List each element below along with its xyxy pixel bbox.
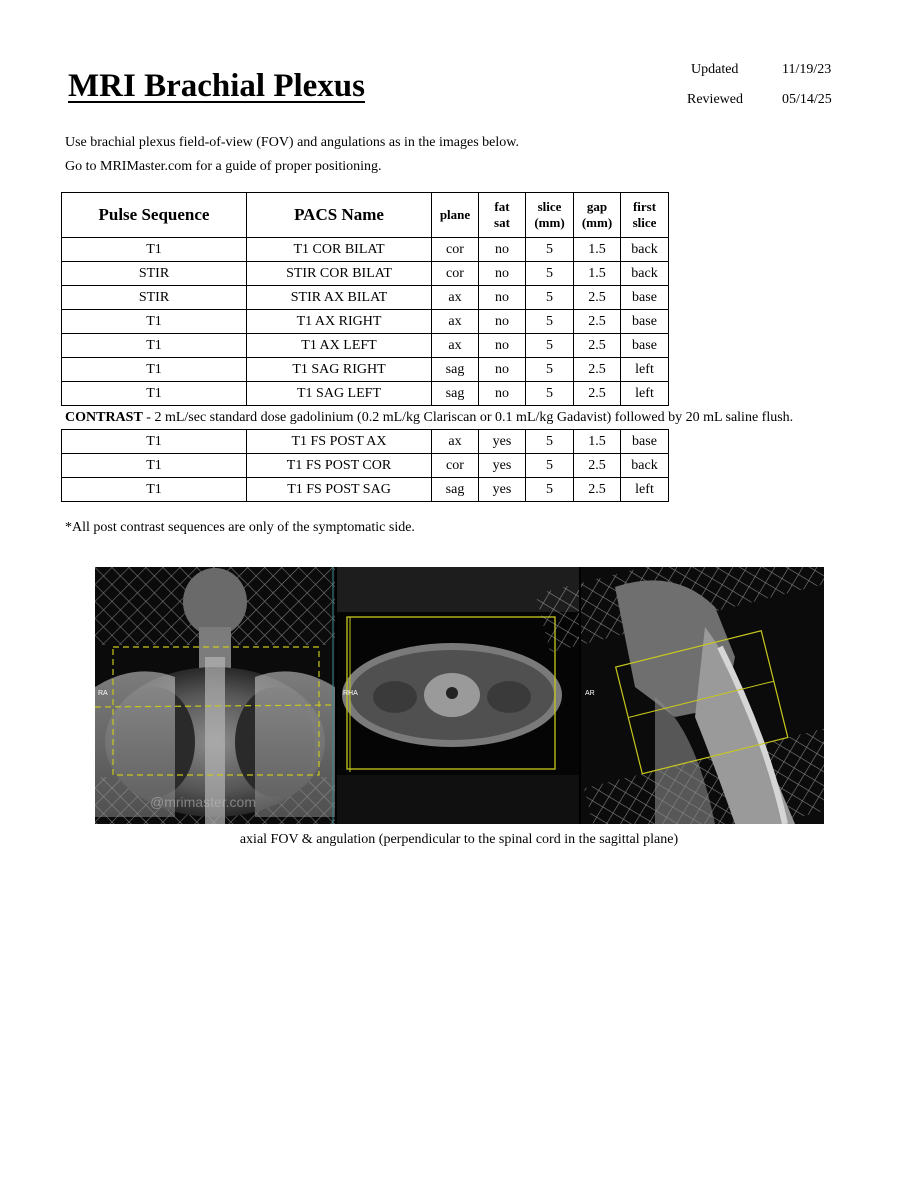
table-row <box>62 430 669 454</box>
pacs-name-cell: T1 AX RIGHT <box>247 310 432 334</box>
first-slice-cell: base <box>621 334 669 358</box>
gap-cell: 2.5 <box>574 478 621 502</box>
pacs-name-cell: T1 COR BILAT <box>247 238 432 262</box>
pulse-sequence-cell: T1 <box>62 430 247 454</box>
first-slice-cell: left <box>621 358 669 382</box>
fat-sat-cell: no <box>479 286 526 310</box>
slice-cell: 5 <box>526 262 574 286</box>
gap-cell: 2.5 <box>574 358 621 382</box>
plane-cell: ax <box>432 334 479 358</box>
pacs-name-cell: STIR AX BILAT <box>247 286 432 310</box>
header-slice <box>526 193 574 238</box>
plane-cell: ax <box>432 286 479 310</box>
fat-sat-cell: no <box>479 238 526 262</box>
table-row <box>62 358 669 382</box>
slice-cell: 5 <box>526 286 574 310</box>
fat-sat-cell: no <box>479 382 526 406</box>
plane-cell: cor <box>432 238 479 262</box>
fat-sat-cell: no <box>479 262 526 286</box>
plane-cell: ax <box>432 430 479 454</box>
pulse-sequence-cell: STIR <box>62 262 247 286</box>
fat-sat-cell: no <box>479 310 526 334</box>
first-slice-cell: base <box>621 310 669 334</box>
protocol-table <box>61 192 669 406</box>
gap-cell: 2.5 <box>574 382 621 406</box>
table-row <box>62 238 669 262</box>
table-row <box>62 334 669 358</box>
document-title: MRI Brachial Plexus <box>68 68 365 104</box>
table-row <box>62 454 669 478</box>
header-first-slice <box>621 193 669 238</box>
post-contrast-table <box>61 429 669 502</box>
gap-cell: 2.5 <box>574 334 621 358</box>
plane-cell: cor <box>432 262 479 286</box>
slice-cell: 5 <box>526 430 574 454</box>
pacs-name-cell: T1 FS POST AX <box>247 430 432 454</box>
gap-cell: 1.5 <box>574 430 621 454</box>
slice-cell: 5 <box>526 334 574 358</box>
footnote: *All post contrast sequences are only of the symptomatic side. <box>65 520 415 535</box>
contrast-note <box>65 409 793 427</box>
header-slice-line2: (mm) <box>534 215 565 230</box>
header-first-slice-line2: slice <box>632 215 657 230</box>
first-slice-cell: left <box>621 382 669 406</box>
mri-positioning-figure <box>95 567 824 824</box>
header-fat-sat-line2: sat <box>494 215 510 230</box>
plane-cell: cor <box>432 454 479 478</box>
figure-caption: axial FOV & angulation (perpendicular to the spinal cord in the sagittal plane) <box>239 832 679 847</box>
pulse-sequence-cell: T1 <box>62 310 247 334</box>
first-slice-cell: left <box>621 478 669 502</box>
slice-cell: 5 <box>526 358 574 382</box>
pacs-name-cell: T1 SAG LEFT <box>247 382 432 406</box>
reviewed-date: 05/14/25 <box>782 92 832 107</box>
slice-cell: 5 <box>526 454 574 478</box>
plane-cell: sag <box>432 478 479 502</box>
header-gap-line2: (mm) <box>581 215 613 230</box>
table-row <box>62 310 669 334</box>
header-pulse-sequence: Pulse Sequence <box>62 193 247 238</box>
gap-cell: 2.5 <box>574 310 621 334</box>
pulse-sequence-cell: T1 <box>62 238 247 262</box>
coronal-orientation-label: RA <box>98 690 108 697</box>
header-slice-line1: slice <box>537 199 562 214</box>
coronal-panel <box>95 567 335 824</box>
pulse-sequence-cell: T1 <box>62 478 247 502</box>
fat-sat-cell: no <box>479 334 526 358</box>
header-fat-sat <box>479 193 526 238</box>
gap-cell: 2.5 <box>574 454 621 478</box>
plane-cell: sag <box>432 382 479 406</box>
header-gap <box>574 193 621 238</box>
pacs-name-cell: T1 AX LEFT <box>247 334 432 358</box>
intro-line-2: Go to MRIMaster.com for a guide of proper positioning. <box>65 159 382 174</box>
pulse-sequence-cell: T1 <box>62 454 247 478</box>
reviewed-label: Reviewed <box>687 92 743 107</box>
contrast-label: CONTRAST <box>65 410 143 425</box>
pulse-sequence-cell: T1 <box>62 358 247 382</box>
pulse-sequence-cell: T1 <box>62 382 247 406</box>
post-contrast-rows <box>62 430 669 502</box>
table-row <box>62 286 669 310</box>
pulse-sequence-cell: STIR <box>62 286 247 310</box>
watermark-text: @mrimaster.com <box>150 794 256 810</box>
pacs-name-cell: T1 SAG RIGHT <box>247 358 432 382</box>
pulse-sequence-cell: T1 <box>62 334 247 358</box>
mri-images <box>95 567 824 824</box>
slice-cell: 5 <box>526 238 574 262</box>
sagittal-orientation-label: AR <box>585 690 595 697</box>
table-row <box>62 262 669 286</box>
first-slice-cell: back <box>621 238 669 262</box>
header-fat-sat-line1: fat <box>494 199 510 214</box>
slice-cell: 5 <box>526 478 574 502</box>
first-slice-cell: back <box>621 262 669 286</box>
gap-cell: 1.5 <box>574 262 621 286</box>
updated-label: Updated <box>691 62 739 77</box>
fat-sat-cell: yes <box>479 478 526 502</box>
table-row <box>62 382 669 406</box>
fat-sat-cell: yes <box>479 454 526 478</box>
gap-cell: 1.5 <box>574 238 621 262</box>
pacs-name-cell: T1 FS POST COR <box>247 454 432 478</box>
gap-cell: 2.5 <box>574 286 621 310</box>
contrast-text: - 2 mL/sec standard dose gadolinium (0.2 mL/kg Clariscan or 0.1 mL/kg Gadavist) followed by 20 mL saline flush. <box>142 410 794 425</box>
header-plane: plane <box>432 193 479 238</box>
slice-cell: 5 <box>526 382 574 406</box>
updated-date: 11/19/23 <box>782 62 832 77</box>
first-slice-cell: base <box>621 286 669 310</box>
pacs-name-cell: T1 FS POST SAG <box>247 478 432 502</box>
axial-orientation-label: RHA <box>343 690 358 697</box>
fat-sat-cell: yes <box>479 430 526 454</box>
header-first-slice-line1: first <box>632 199 657 214</box>
fat-sat-cell: no <box>479 358 526 382</box>
first-slice-cell: back <box>621 454 669 478</box>
plane-cell: sag <box>432 358 479 382</box>
header-gap-line1: gap <box>586 199 608 214</box>
table-row <box>62 478 669 502</box>
plane-cell: ax <box>432 310 479 334</box>
protocol-rows <box>62 238 669 406</box>
header-pacs-name: PACS Name <box>247 193 432 238</box>
intro-line-1: Use brachial plexus field-of-view (FOV) and angulations as in the images below. <box>65 135 519 150</box>
pacs-name-cell: STIR COR BILAT <box>247 262 432 286</box>
first-slice-cell: base <box>621 430 669 454</box>
slice-cell: 5 <box>526 310 574 334</box>
